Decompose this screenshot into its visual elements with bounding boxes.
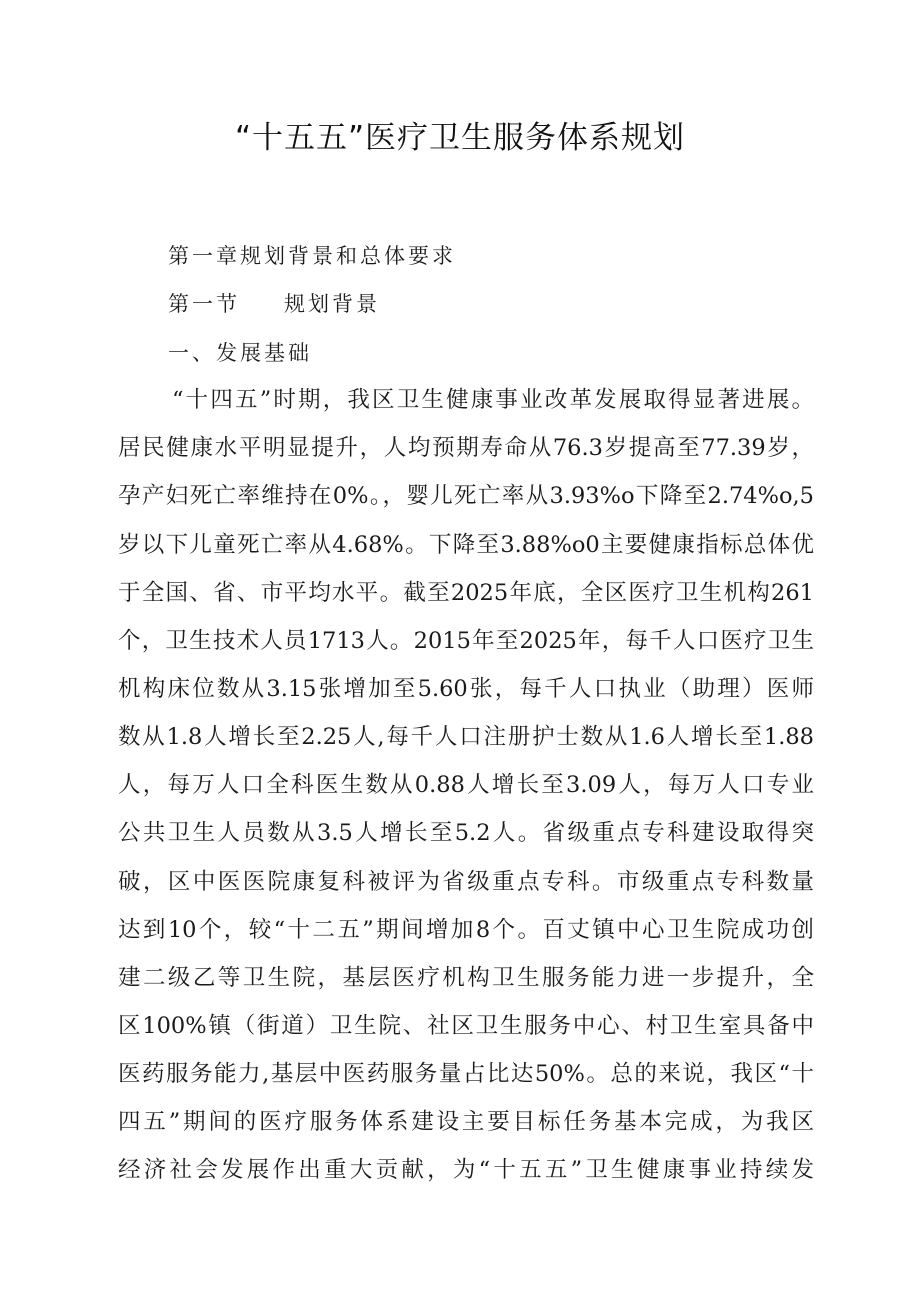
paragraph-line: 人，每万人口全科医生数从0.88人增长至3.09人，每万人口专业 [118,772,814,798]
paragraph-line: 孕产妇死亡率维持在0%。，婴儿死亡率从3.93%o下降至2.74%o,5 [118,483,814,509]
paragraph-line: 数从1.8人增长至2.25人,每千人口注册护士数从1.6人增长至1.88 [118,724,814,750]
paragraph-line: 建二级乙等卫生院，基层医疗机构卫生服务能力进一步提升，全 [118,965,814,991]
document-title: “十五五”医疗卫生服务体系规划 [234,120,686,156]
paragraph-line: 医药服务能力,基层中医药服务量占比达50%。总的来说，我区“十 [118,1061,814,1087]
paragraph-line: 于全国、省、市平均水平。截至2025年底，全区医疗卫生机构261 [118,580,814,606]
paragraph-line: 破，区中医医院康复科被评为省级重点专科。市级重点专科数量 [118,869,814,895]
section-title: 规划背景 [284,292,380,316]
paragraph-line: 个，卫生技术人员1713人。2015年至2025年，每千人口医疗卫生 [118,628,814,654]
paragraph-line: 四五”期间的医疗服务体系建设主要目标任务基本完成，为我区 [118,1109,814,1135]
section-label: 第一节 [168,292,240,316]
paragraph-line: 公共卫生人员数从3.5人增长至5.2人。省级重点专科建设取得突 [118,820,814,846]
section-heading [168,288,380,318]
subsection-heading: 一、发展基础 [168,341,312,365]
paragraph-line: 区100%镇（街道）卫生院、社区卫生服务中心、村卫生室具备中 [118,1013,814,1039]
paragraph-line: 机构床位数从3.15张增加至5.60张，每千人口执业（助理）医师 [118,676,814,702]
paragraph-line: 岁以下儿童死亡率从4.68%。下降至3.88%o0主要健康指标总体优 [118,532,814,558]
paragraph-line: 居民健康水平明显提升，人均预期寿命从76.3岁提高至77.39岁， [118,435,814,461]
paragraph-line: 经济社会发展作出重大贡献，为“十五五”卫生健康事业持续发 [118,1157,814,1183]
paragraph-line: “十四五”时期，我区卫生健康事业改革发展取得显著进展。 [172,387,814,413]
chapter-heading: 第一章规划背景和总体要求 [168,244,456,268]
paragraph-line: 达到10个，较“十二五”期间增加8个。百丈镇中心卫生院成功创 [118,917,814,943]
